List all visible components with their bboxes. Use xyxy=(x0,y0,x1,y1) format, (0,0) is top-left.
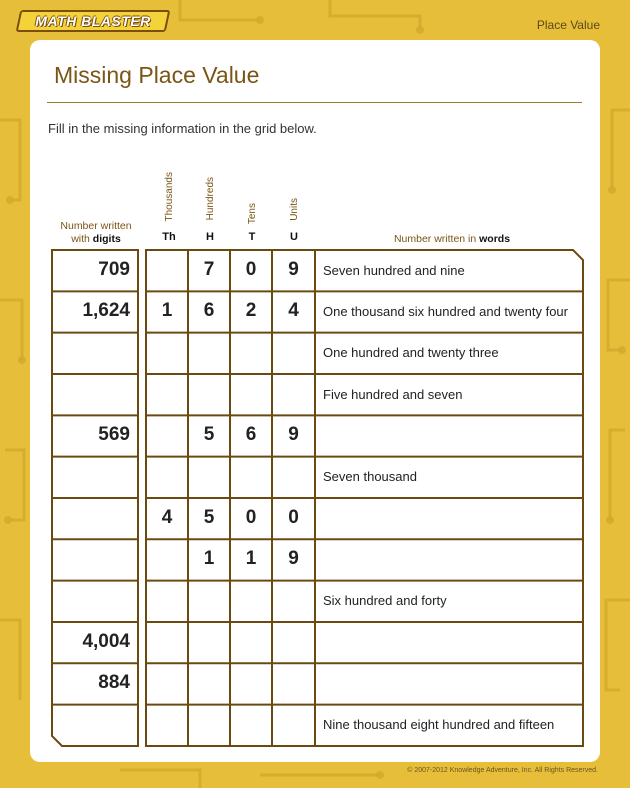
logo-text: MATH BLASTER xyxy=(35,13,151,29)
words-cell: Seven hundred and nine xyxy=(323,262,465,278)
place-digit-h: 1 xyxy=(203,547,215,569)
page-title: Missing Place Value xyxy=(54,62,260,88)
place-digit-t: 0 xyxy=(245,258,257,280)
digits-cell: 1,624 xyxy=(82,299,130,321)
header-digits-line1: Number written xyxy=(60,220,132,232)
place-digit-th: 1 xyxy=(161,299,173,321)
place-digit-h: 6 xyxy=(203,299,215,321)
place-digit-u: 4 xyxy=(288,299,299,321)
header-th: Th xyxy=(162,231,176,243)
header-words-bold: words xyxy=(479,233,511,245)
words-cell: Seven thousand xyxy=(323,469,417,485)
digits-cell: 4,004 xyxy=(82,630,130,652)
copyright: © 2007-2012 Knowledge Adventure, Inc. All Rights Reserved. xyxy=(407,767,598,774)
place-digit-t: 2 xyxy=(245,299,257,321)
header-words-pre: Number written in xyxy=(393,233,480,245)
header-t: T xyxy=(248,231,256,243)
place-digit-u: 0 xyxy=(288,506,299,528)
words-cell: One hundred and twenty three xyxy=(323,345,499,361)
place-digit-h: 5 xyxy=(203,423,215,445)
place-digit-th: 4 xyxy=(161,506,173,528)
place-digit-h: 7 xyxy=(203,258,215,280)
instructions: Fill in the missing information in the grid below. xyxy=(48,121,317,136)
digits-cell: 709 xyxy=(98,258,130,280)
header-digits-pre: with xyxy=(71,233,93,245)
digits-cell: 884 xyxy=(98,671,130,693)
place-digit-u: 9 xyxy=(288,258,299,280)
header-thousands: Thousands xyxy=(164,172,175,222)
words-cell: Six hundred and forty xyxy=(323,593,447,609)
header-h: H xyxy=(206,231,214,243)
place-digit-t: 1 xyxy=(245,547,257,569)
words-cell: Five hundred and seven xyxy=(323,386,463,402)
words-cell: Nine thousand eight hundred and fifteen xyxy=(323,717,555,733)
header-digits-bold: digits xyxy=(92,233,121,245)
math-blaster-logo[interactable] xyxy=(16,10,171,32)
place-digit-u: 9 xyxy=(288,423,299,445)
place-digit-u: 9 xyxy=(288,547,299,569)
worksheet-card xyxy=(30,40,600,762)
words-cell: One thousand six hundred and twenty four xyxy=(323,303,568,319)
place-digit-t: 0 xyxy=(245,506,257,528)
header-units: Units xyxy=(289,198,300,221)
category-label: Place Value xyxy=(536,18,600,32)
header-hundreds: Hundreds xyxy=(205,177,216,221)
header-tens: Tens xyxy=(247,203,258,225)
place-digit-t: 6 xyxy=(245,423,257,445)
header-u: U xyxy=(290,231,298,243)
place-value-grid xyxy=(30,40,600,762)
digits-cell: 569 xyxy=(98,423,130,445)
place-digit-h: 5 xyxy=(203,506,215,528)
